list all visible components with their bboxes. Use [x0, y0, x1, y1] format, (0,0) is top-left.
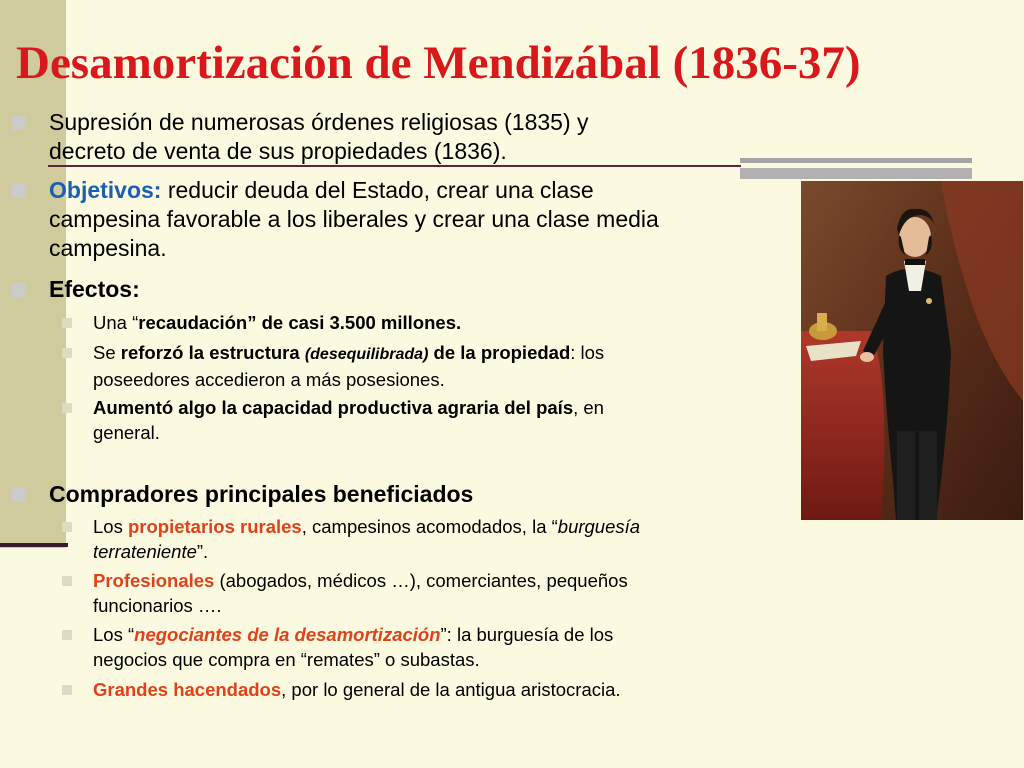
text-run-bold: reforzó la estructura [120, 342, 305, 363]
bullet-text [49, 108, 589, 166]
text-run: funcionarios …. [93, 594, 222, 616]
square-bullet-icon [62, 576, 72, 586]
bullet-text [93, 623, 613, 672]
bullet-text [93, 311, 461, 336]
square-bullet-icon [62, 522, 72, 532]
bullet-text [93, 396, 604, 445]
square-bullet-icon [12, 283, 26, 297]
separator-gray-top [740, 158, 972, 163]
bullet-line: campesina. [49, 235, 167, 261]
bullet-label: Objetivos: [49, 177, 162, 203]
text-run: Los “ [93, 624, 135, 645]
portrait-image [801, 181, 1023, 520]
bullet-label: Efectos: [49, 276, 140, 302]
bullet-text [93, 515, 640, 564]
portrait-mendizabal [801, 181, 1023, 520]
text-run: Los [93, 516, 128, 537]
text-run: Una “ [93, 312, 139, 333]
text-run-highlight: Grandes hacendados [93, 679, 282, 700]
square-bullet-icon [62, 318, 72, 328]
text-run-bold: recaudación” de casi 3.500 millones. [138, 312, 462, 333]
text-run: general. [93, 421, 160, 443]
text-run: negocios que compra en “remates” o subastas. [93, 648, 480, 670]
text-run-italic: burguesía [557, 516, 641, 537]
text-run: , en [573, 397, 604, 418]
bullet-text [93, 341, 604, 392]
square-bullet-icon [62, 630, 72, 640]
text-run-highlight: propietarios rurales [127, 516, 302, 537]
text-run: Se [93, 342, 121, 363]
bullet-text [93, 569, 628, 618]
text-run-bold: Aumentó algo la capacidad productiva agraria del país [93, 397, 574, 418]
square-bullet-icon [62, 685, 72, 695]
slide-title: Desamortización de Mendizábal (1836-37) [16, 37, 861, 89]
text-run: : los [570, 342, 605, 363]
text-run-italic: terrateniente [93, 540, 197, 562]
text-run: (abogados, médicos …), comerciantes, pequeños [214, 570, 628, 591]
text-run: poseedores accedieron a más posesiones. [93, 368, 445, 390]
bullet-text [49, 176, 659, 263]
text-run-bold-italic: (desequilibrada) [304, 346, 429, 363]
square-bullet-icon [12, 488, 26, 502]
square-bullet-icon [12, 184, 26, 198]
left-decor-line [0, 543, 68, 547]
bullet-line: reducir deuda del Estado, crear una clase [161, 177, 594, 203]
bullet-line: decreto de venta de sus propiedades (1836). [49, 138, 507, 164]
bullet-text [93, 678, 621, 703]
square-bullet-icon [62, 403, 72, 413]
square-bullet-icon [12, 116, 26, 130]
separator-gray-bottom [740, 168, 972, 179]
bullet-line: Supresión de numerosas órdenes religiosas (1835) y [49, 109, 589, 135]
text-run-highlight: Profesionales [93, 570, 215, 591]
text-run: ”: la burguesía de los [440, 624, 614, 645]
text-run: , por lo general de la antigua aristocracia. [281, 679, 621, 700]
text-run: , campesinos acomodados, la “ [301, 516, 558, 537]
text-run: ”. [196, 540, 209, 562]
text-run-bold: de la propiedad [428, 342, 571, 363]
bullet-line: campesina favorable a los liberales y crear una clase media [49, 206, 659, 232]
square-bullet-icon [62, 348, 72, 358]
bullet-label: Compradores principales beneficiados [49, 481, 474, 507]
text-run-highlight: negociantes de la desamortización [134, 624, 441, 645]
